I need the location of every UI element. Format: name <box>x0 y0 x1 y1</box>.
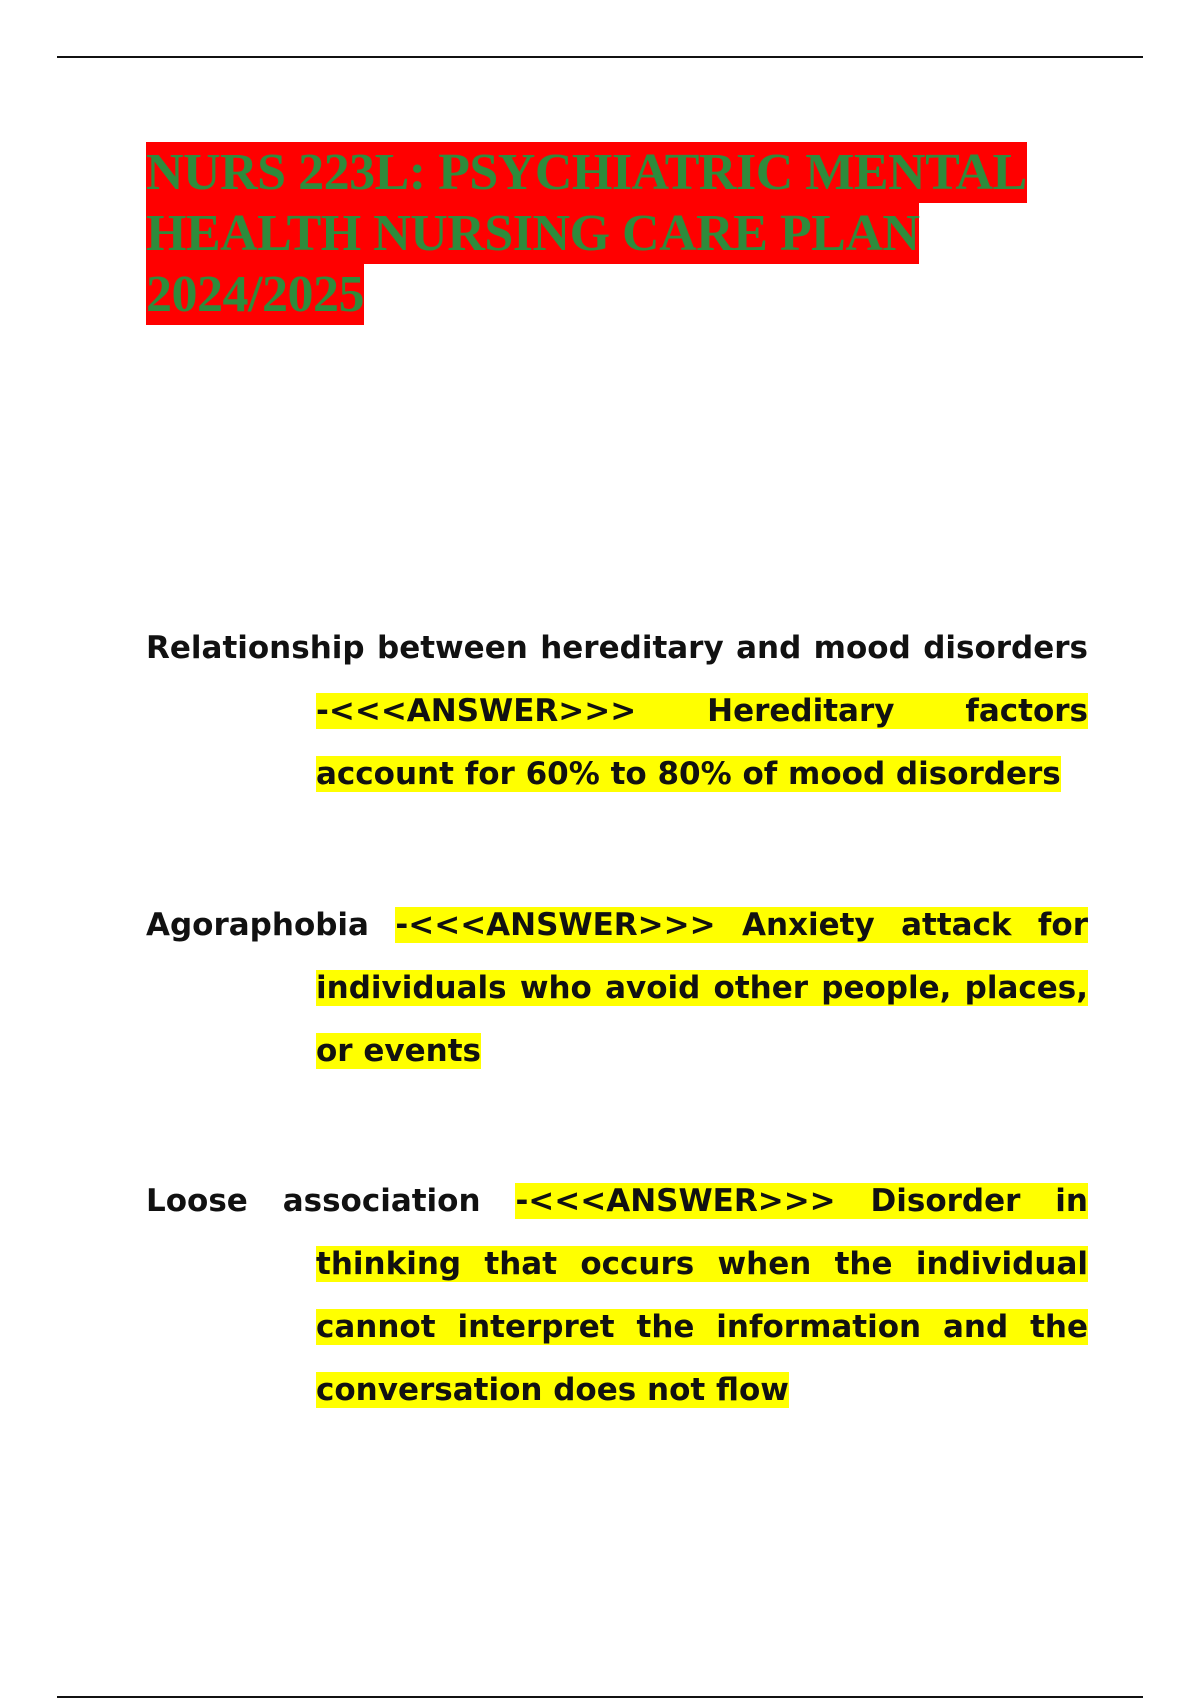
answer-text: -<<<ANSWER>>> Hereditary factors account for 60% to 80% of mood disorders <box>316 693 1088 792</box>
document-title <box>146 142 1096 325</box>
bottom-rule <box>57 1696 1143 1698</box>
title-line-2: HEALTH NURSING CARE PLAN <box>146 205 920 262</box>
term-text: Agoraphobia <box>146 907 369 943</box>
top-rule <box>57 56 1143 58</box>
qa-item-loose-association <box>146 1170 1088 1422</box>
title-line-3: 2024/2025 <box>146 266 364 323</box>
qa-item-agoraphobia <box>146 894 1088 1083</box>
term-text: Relationship between hereditary and mood disorders <box>146 630 1088 666</box>
title-line-1: NURS 223L: PSYCHIATRIC MENTAL <box>146 144 1027 201</box>
term-text: Loose association <box>146 1183 481 1219</box>
answer-text: -<<<ANSWER>>> Disorder in thinking that occurs when the individual cannot interpret the information and the conversation does not flow <box>316 1183 1088 1408</box>
answer-text: -<<<ANSWER>>> Anxiety attack for individuals who avoid other people, places, or events <box>316 907 1089 1069</box>
qa-item-hereditary <box>146 617 1088 806</box>
